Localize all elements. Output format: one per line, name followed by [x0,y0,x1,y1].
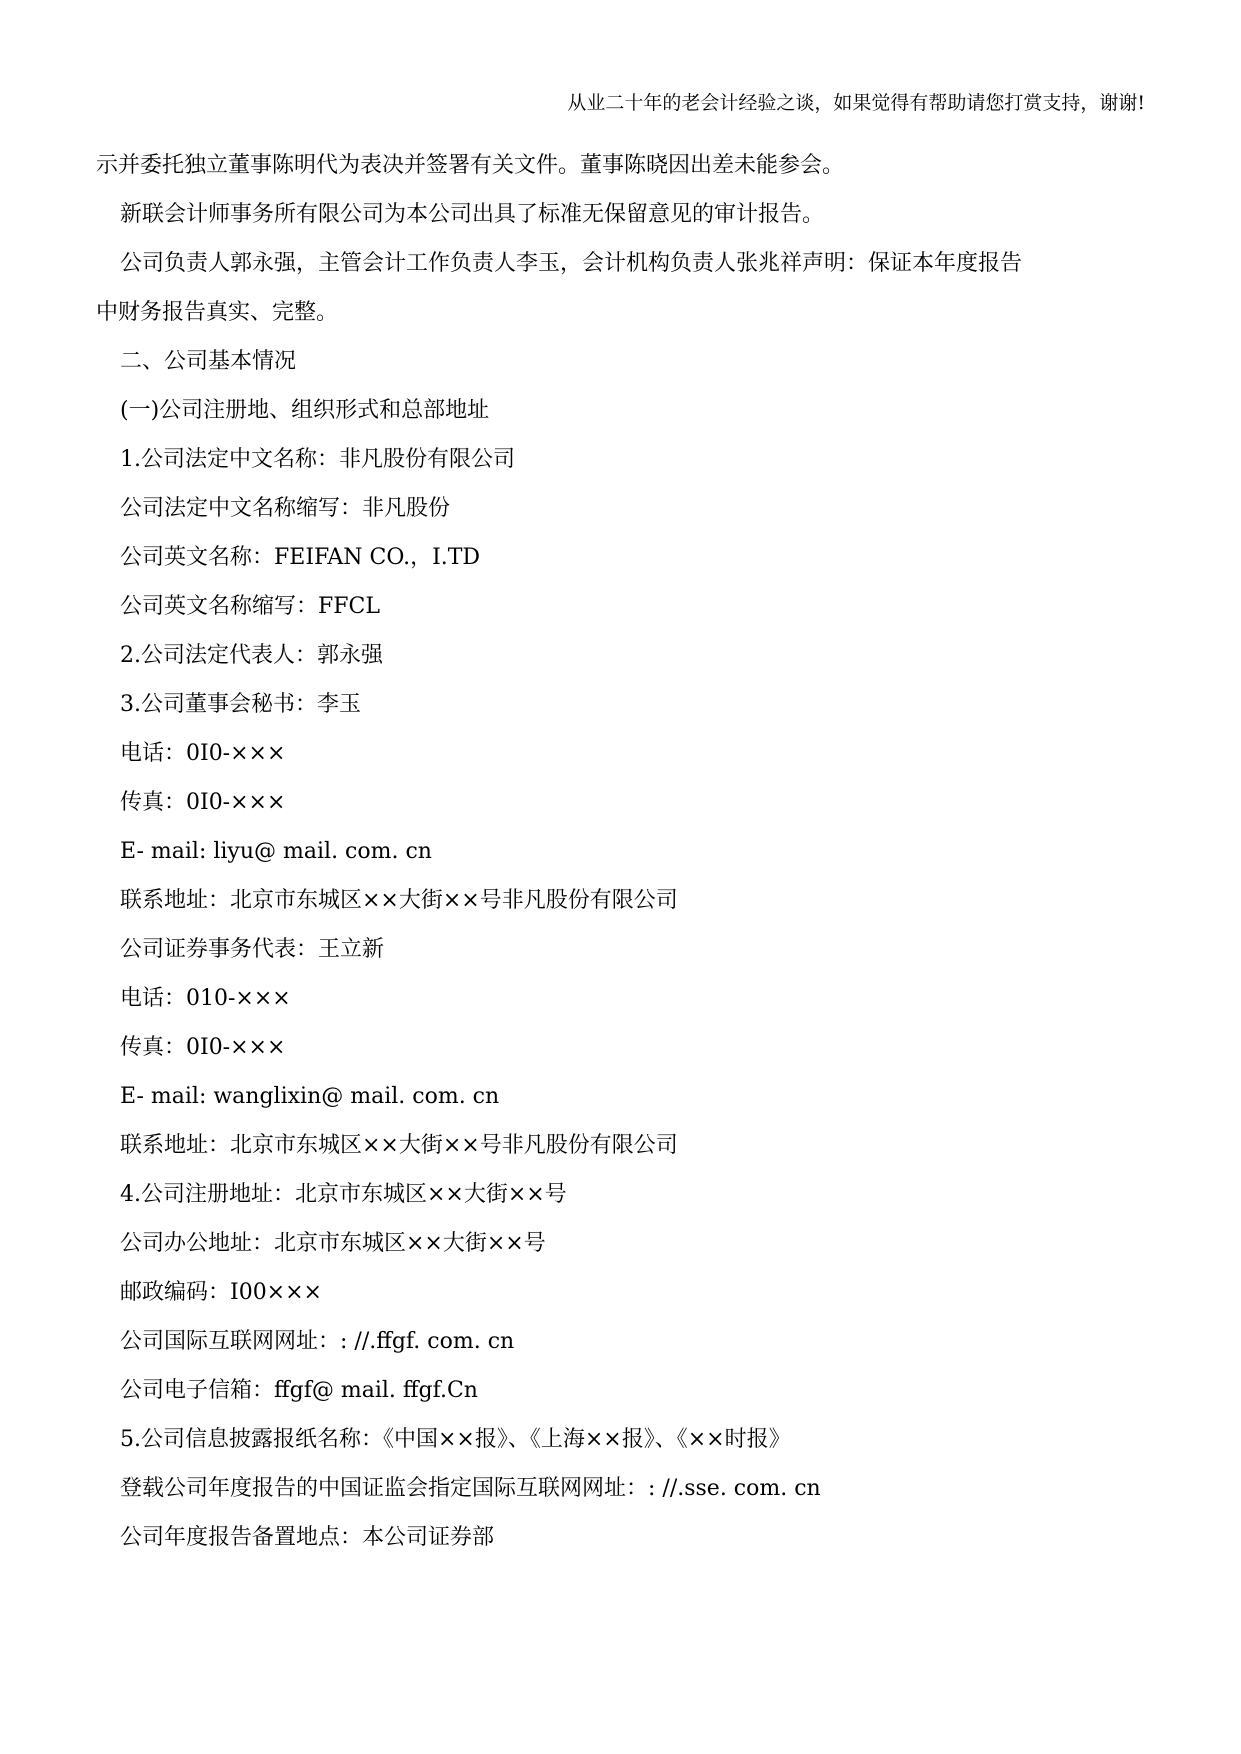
company-chinese-abbr: 公司法定中文名称缩写：非凡股份 [120,496,451,521]
representative-email: E- mail: wanglixin@ mail. com. cn [120,1084,500,1109]
paragraph-responsibility-statement-cont: 中财务报告真实、完整。 [96,300,339,325]
header-note: 从业二十年的老会计经验之谈，如果觉得有帮助请您打赏支持，谢谢! [567,92,1145,114]
representative-phone: 电话：010-××× [120,986,291,1011]
disclosure-newspapers: 5.公司信息披露报纸名称：《中国××报》、《上海××报》、《××时报》 [120,1427,791,1452]
secretary-phone: 电话：0I0-××× [120,741,286,766]
legal-representative: 2.公司法定代表人：郭永强 [120,643,383,668]
annual-report-location: 公司年度报告备置地点：本公司证券部 [120,1525,495,1550]
paragraph-board-proxy: 示并委托独立董事陈明代为表决并签署有关文件。董事陈晓因出差未能参会。 [96,153,845,178]
paragraph-audit-opinion: 新联会计师事务所有限公司为本公司出具了标准无保留意见的审计报告。 [120,202,825,227]
subsection-heading-registration: (一)公司注册地、组织形式和总部地址 [120,398,490,423]
representative-address: 联系地址：北京市东城区××大街××号非凡股份有限公司 [120,1133,678,1158]
secretary-email: E- mail: liyu@ mail. com. cn [120,839,432,864]
csrc-designated-website: 登载公司年度报告的中国证监会指定国际互联网网址：: //.sse. com. cn [120,1476,821,1501]
registered-address: 4.公司注册地址：北京市东城区××大街××号 [120,1182,567,1207]
company-email: 公司电子信箱：ffgf@ mail. ffgf.Cn [120,1378,478,1403]
postal-code: 邮政编码：I00××× [120,1280,322,1305]
secretary-fax: 传真：0I0-××× [120,790,286,815]
document-body [96,152,1146,1573]
paragraph-responsibility-statement: 公司负责人郭永强，主管会计工作负责人李玉，会计机构负责人张兆祥声明：保证本年度报告 [120,251,1023,276]
section-heading-company-info: 二、公司基本情况 [120,349,297,374]
secretary-address: 联系地址：北京市东城区××大街××号非凡股份有限公司 [120,888,678,913]
company-website: 公司国际互联网网址：: //.ffgf. com. cn [120,1329,515,1354]
office-address: 公司办公地址：北京市东城区××大街××号 [120,1231,546,1256]
representative-fax: 传真：0I0-××× [120,1035,286,1060]
company-english-abbr: 公司英文名称缩写：FFCL [120,594,380,619]
securities-representative: 公司证券事务代表：王立新 [120,937,385,962]
company-english-name: 公司英文名称：FEIFAN CO.，I.TD [120,545,481,570]
company-chinese-name: 1.公司法定中文名称：非凡股份有限公司 [120,447,515,472]
board-secretary: 3.公司董事会秘书：李玉 [120,692,361,717]
